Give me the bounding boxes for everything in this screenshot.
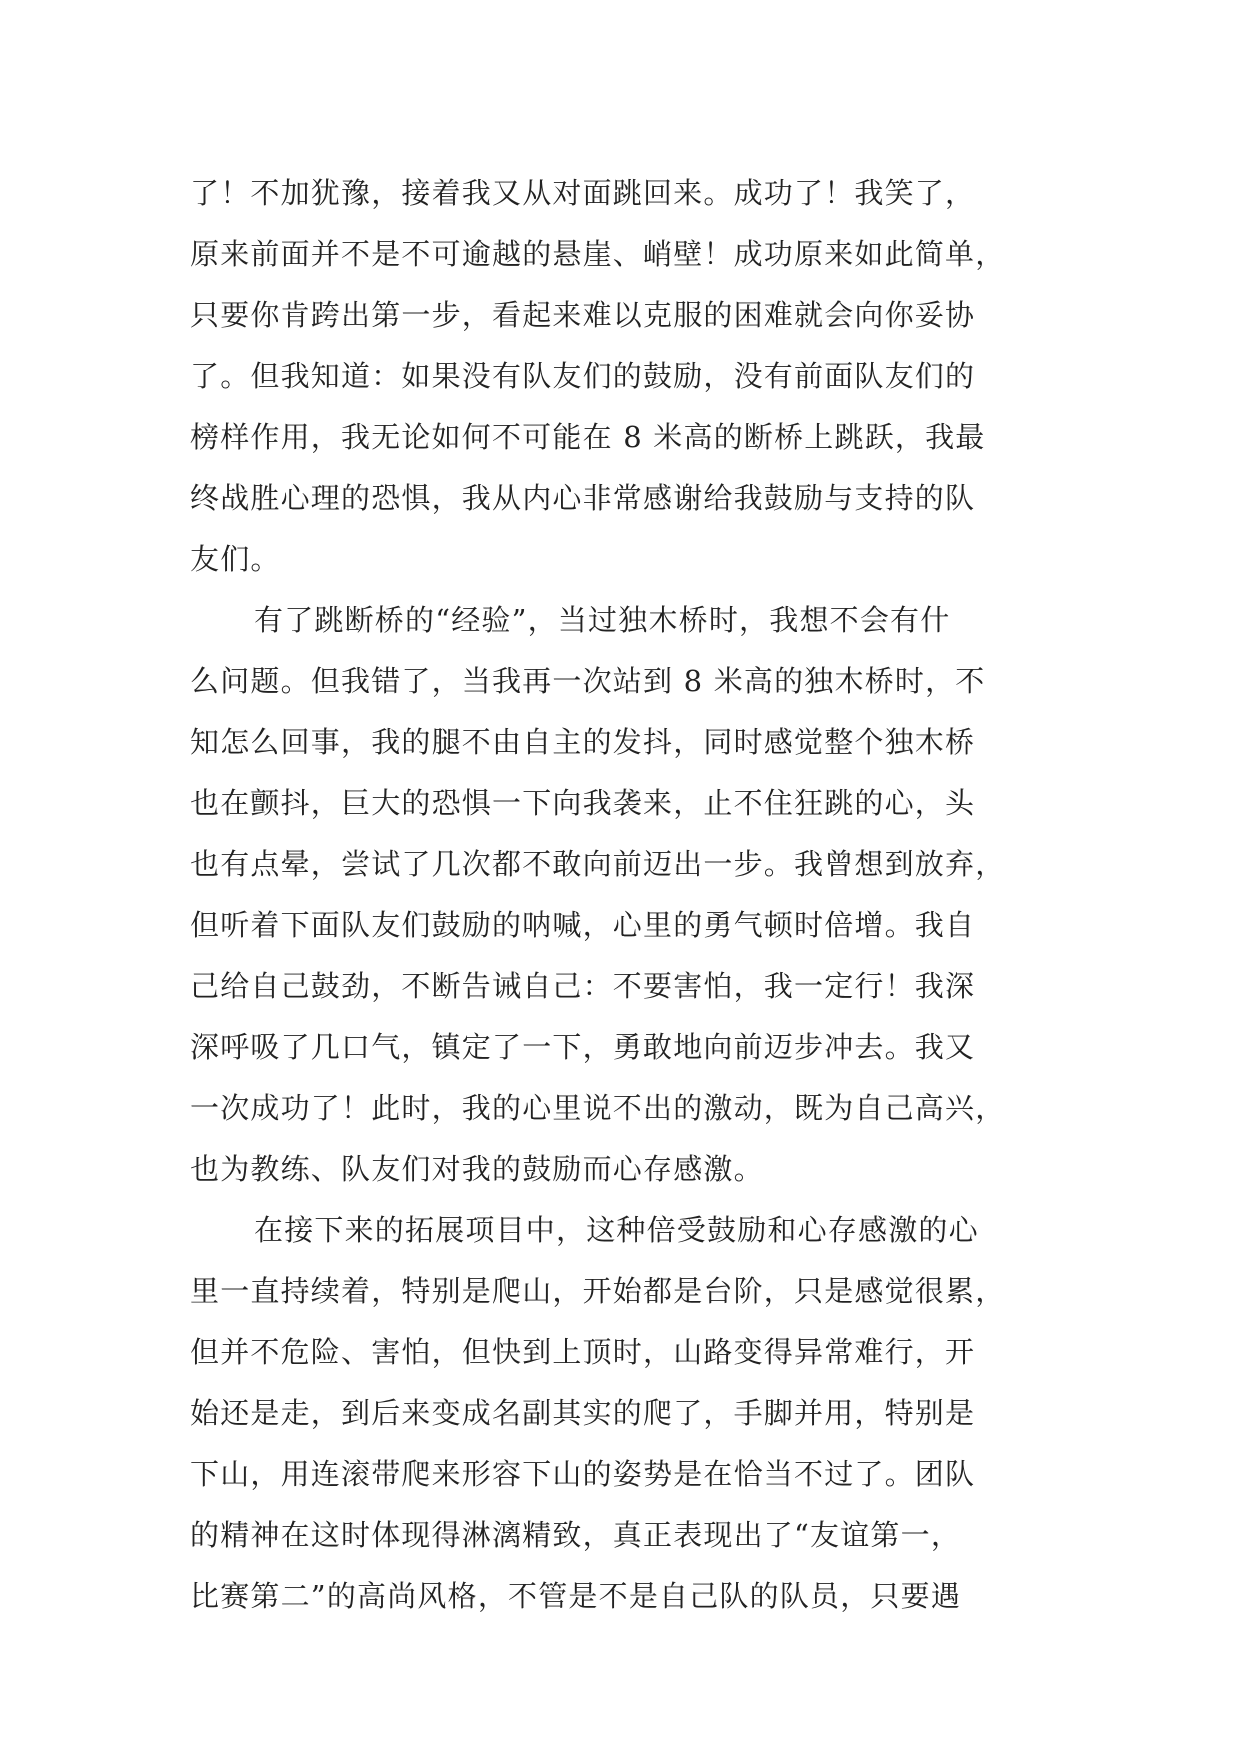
text-line: 榜样作用，我无论如何不可能在 8 米高的断桥上跳跃，我最 bbox=[190, 420, 986, 454]
text-line: 比赛第二”的高尚风格，不管是不是自己队的队员，只要遇 bbox=[190, 1579, 962, 1613]
text-line: 终战胜心理的恐惧，我从内心非常感谢给我鼓励与支持的队 bbox=[190, 481, 976, 515]
text-line: 知怎么回事，我的腿不由自主的发抖，同时感觉整个独木桥 bbox=[190, 725, 976, 759]
text-line: 了！不加犹豫，接着我又从对面跳回来。成功了！我笑了， bbox=[190, 176, 976, 210]
text-line: 了。但我知道：如果没有队友们的鼓励，没有前面队友们的 bbox=[190, 359, 976, 393]
text-line: 一次成功了！此时，我的心里说不出的激动，既为自己高兴， bbox=[190, 1091, 1006, 1125]
text-line: 的精神在这时体现得淋漓精致，真正表现出了“友谊第一， bbox=[190, 1518, 962, 1552]
text-line: 友们。 bbox=[190, 542, 281, 576]
text-line: 也为教练、队友们对我的鼓励而心存感激。 bbox=[190, 1152, 764, 1186]
document-body bbox=[190, 163, 1070, 1627]
text-line: 始还是走，到后来变成名副其实的爬了，手脚并用，特别是 bbox=[190, 1396, 976, 1430]
paragraph-start-line: 有了跳断桥的“经验”，当过独木桥时，我想不会有什 bbox=[254, 603, 951, 637]
text-line: 也在颤抖，巨大的恐惧一下向我袭来，止不住狂跳的心，头 bbox=[190, 786, 976, 820]
text-line: 里一直持续着，特别是爬山，开始都是台阶，只是感觉很累， bbox=[190, 1274, 1006, 1308]
text-line: 原来前面并不是不可逾越的悬崖、峭壁！成功原来如此简单， bbox=[190, 237, 1006, 271]
text-line: 下山，用连滚带爬来形容下山的姿势是在恰当不过了。团队 bbox=[190, 1457, 976, 1491]
text-line: 己给自己鼓劲，不断告诫自己：不要害怕，我一定行！我深 bbox=[190, 969, 976, 1003]
text-line: 只要你肯跨出第一步，看起来难以克服的困难就会向你妥协 bbox=[190, 298, 976, 332]
paragraph-start-line: 在接下来的拓展项目中，这种倍受鼓励和心存感激的心 bbox=[254, 1213, 979, 1247]
text-line: 深呼吸了几口气，镇定了一下，勇敢地向前迈步冲去。我又 bbox=[190, 1030, 976, 1064]
text-line: 但并不危险、害怕，但快到上顶时，山路变得异常难行，开 bbox=[190, 1335, 976, 1369]
text-line: 么问题。但我错了，当我再一次站到 8 米高的独木桥时，不 bbox=[190, 664, 986, 698]
text-line: 也有点晕，尝试了几次都不敢向前迈出一步。我曾想到放弃， bbox=[190, 847, 1006, 881]
text-line: 但听着下面队友们鼓励的呐喊，心里的勇气顿时倍增。我自 bbox=[190, 908, 976, 942]
